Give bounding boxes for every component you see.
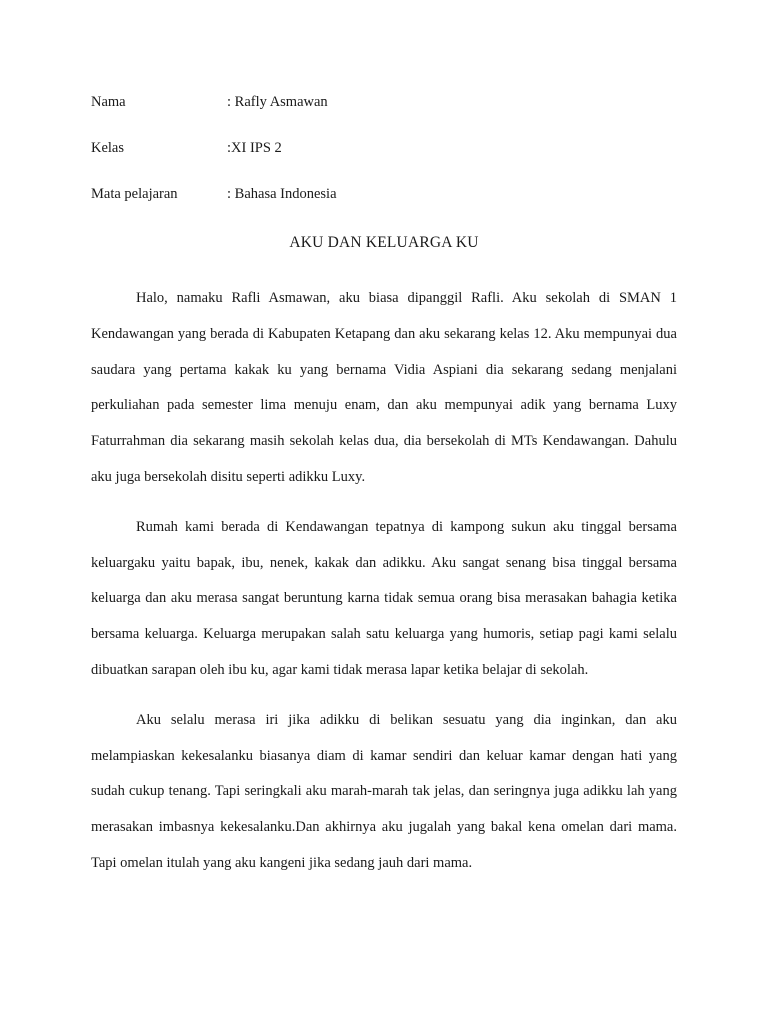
info-row-name: [91, 92, 691, 138]
document-title: AKU DAN KELUARGA KU: [289, 234, 479, 251]
paragraph: Aku selalu merasa iri jika adikku di belikan sesuatu yang dia inginkan, dan aku melampiaskan kekesalanku biasanya diam di kamar sendiri dan keluar kamar dengan hati yang sudah cukup tenang. Tapi seringkali aku marah-marah tak jelas, dan seringnya juga adikku lah yang merasakan imbasnya kekesalanku.Dan akhirnya aku jugalah yang bakal kena omelan dari mama. Tapi omelan itulah yang aku kangeni jika sedang jauh dari mama.: [91, 711, 677, 871]
info-label: Mata pelajaran: [91, 186, 178, 202]
paragraph: Halo, namaku Rafli Asmawan, aku biasa dipanggil Rafli. Aku sekolah di SMAN 1 Kendawangan yang berada di Kabupaten Ketapang dan aku sekarang kelas 12. Aku mempunyai dua saudara yang pertama kakak ku yang bernama Vidia Aspiani dia sekarang sedang menjalani perkuliahan pada semester lima menuju enam, dan aku mempunyai adik yang bernama Luxy Faturrahman dia sekarang masih sekolah kelas dua, dia bersekolah di MTs Kendawangan. Dahulu aku juga bersekolah disitu seperti adikku Luxy.: [91, 290, 677, 485]
info-label: Kelas: [91, 140, 125, 156]
info-label: Nama: [91, 94, 126, 110]
info-value: : Bahasa Indonesia: [227, 186, 337, 202]
student-info: [91, 92, 691, 230]
info-value: : Rafly Asmawan: [227, 94, 328, 110]
info-row-subject: [91, 184, 691, 230]
document-body: [91, 281, 677, 882]
info-value: :XI IPS 2: [227, 140, 282, 156]
paragraph: Rumah kami berada di Kendawangan tepatnya di kampong sukun aku tinggal bersama keluargaku yaitu bapak, ibu, nenek, kakak dan adikku. Aku sangat senang bisa tinggal bersama keluarga dan aku merasa sangat beruntung karna tidak semua orang bisa merasakan bahagia ketika bersama keluarga. Keluarga merupakan salah satu keluarga yang humoris, setiap pagi kami selalu dibuatkan sarapan oleh ibu ku, agar kami tidak merasa lapar ketika belajar di sekolah.: [91, 518, 677, 678]
info-row-class: [91, 138, 691, 184]
